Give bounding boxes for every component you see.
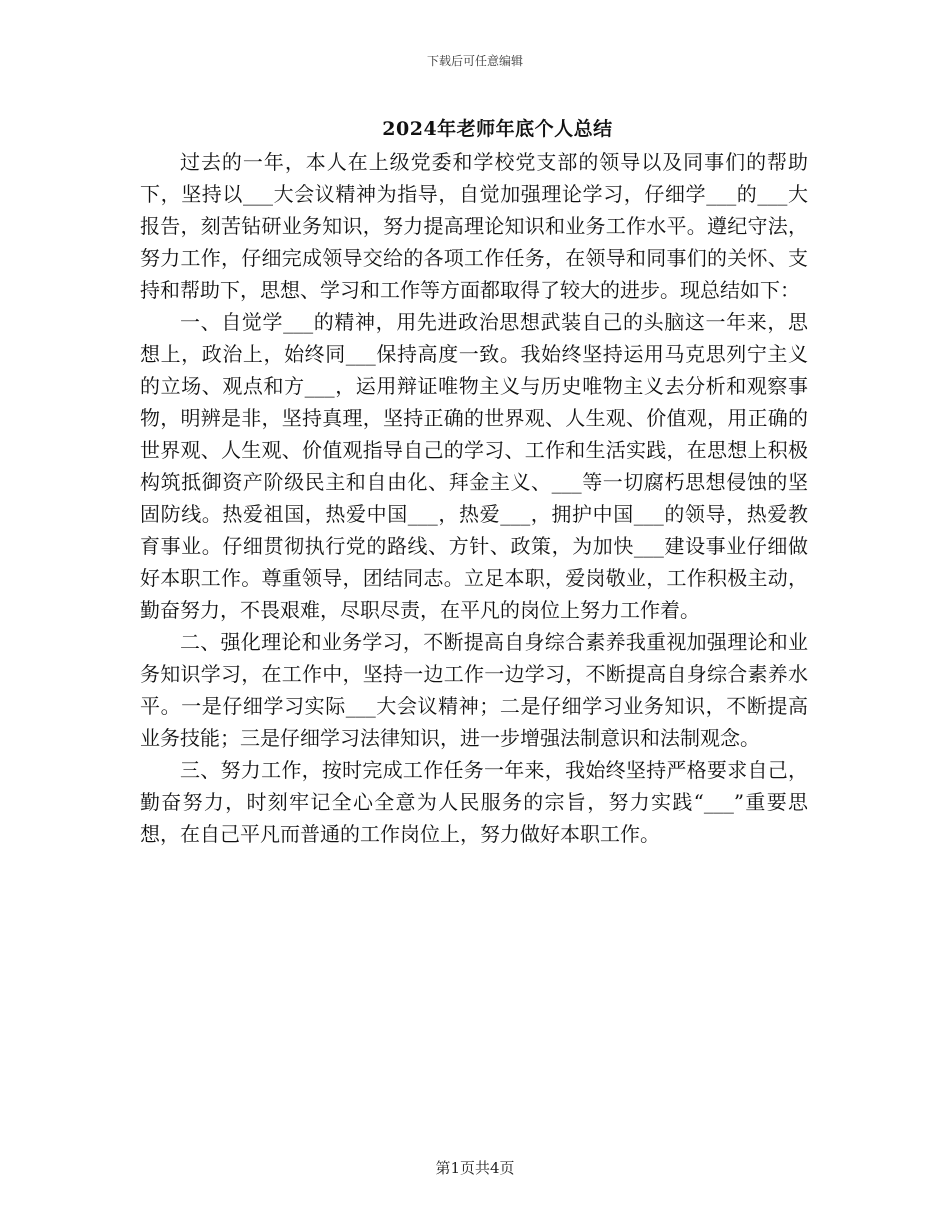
- document-title: 2024年老师年底个人总结: [382, 118, 613, 140]
- paragraph-section-1: 一、自觉学___的精神，用先进政治思想武装自己的头脑这一年来，思想上，政治上，始终同___保持高度一致。我始终坚持运用马克思列宁主义的立场、观点和方___，运用辩证唯物主义与历史唯物主义去分析和观察事物，明辨是非，坚持真理，坚持正确的世界观、人生观、价值观，用正确的世界观、人生观、价值观指导自己的学习、工作和生活实践，在思想上积极构筑抵御资产阶级民主和自由化、拜金主义、___等一切腐朽思想侵蚀的坚固防线。热爱祖国，热爱中国___，热爱___，拥护中国___的领导，热爱教育事业。仔细贯彻执行党的路线、方针、政策，为加快___建设事业仔细做好本职工作。尊重领导，团结同志。立足本职，爱岗敬业，工作积极主动，勤奋努力，不畏艰难，尽职尽责，在平凡的岗位上努力工作着。: [140, 310, 808, 622]
- page-footer: 第1页共4页: [435, 1159, 515, 1177]
- document-body: [140, 146, 808, 850]
- header-note: 下载后可任意编辑: [426, 54, 523, 68]
- paragraph-section-3: 三、努力工作，按时完成工作任务一年来，我始终坚持严格要求自己，勤奋努力，时刻牢记全心全意为人民服务的宗旨，努力实践“___”重要思想，在自己平凡而普通的工作岗位上，努力做好本职工作。: [140, 758, 808, 846]
- paragraph-section-2: 二、强化理论和业务学习，不断提高自身综合素养我重视加强理论和业务知识学习，在工作中，坚持一边工作一边学习，不断提高自身综合素养水平。一是仔细学习实际___大会议精神；二是仔细学习业务知识，不断提高业务技能；三是仔细学习法律知识，进一步增强法制意识和法制观念。: [140, 630, 808, 750]
- paragraph-intro: 过去的一年，本人在上级党委和学校党支部的领导以及同事们的帮助下，坚持以___大会议精神为指导，自觉加强理论学习，仔细学___的___大报告，刻苦钻研业务知识，努力提高理论知识和业务工作水平。遵纪守法，努力工作，仔细完成领导交给的各项工作任务，在领导和同事们的关怀、支持和帮助下，思想、学习和工作等方面都取得了较大的进步。现总结如下：: [140, 150, 808, 302]
